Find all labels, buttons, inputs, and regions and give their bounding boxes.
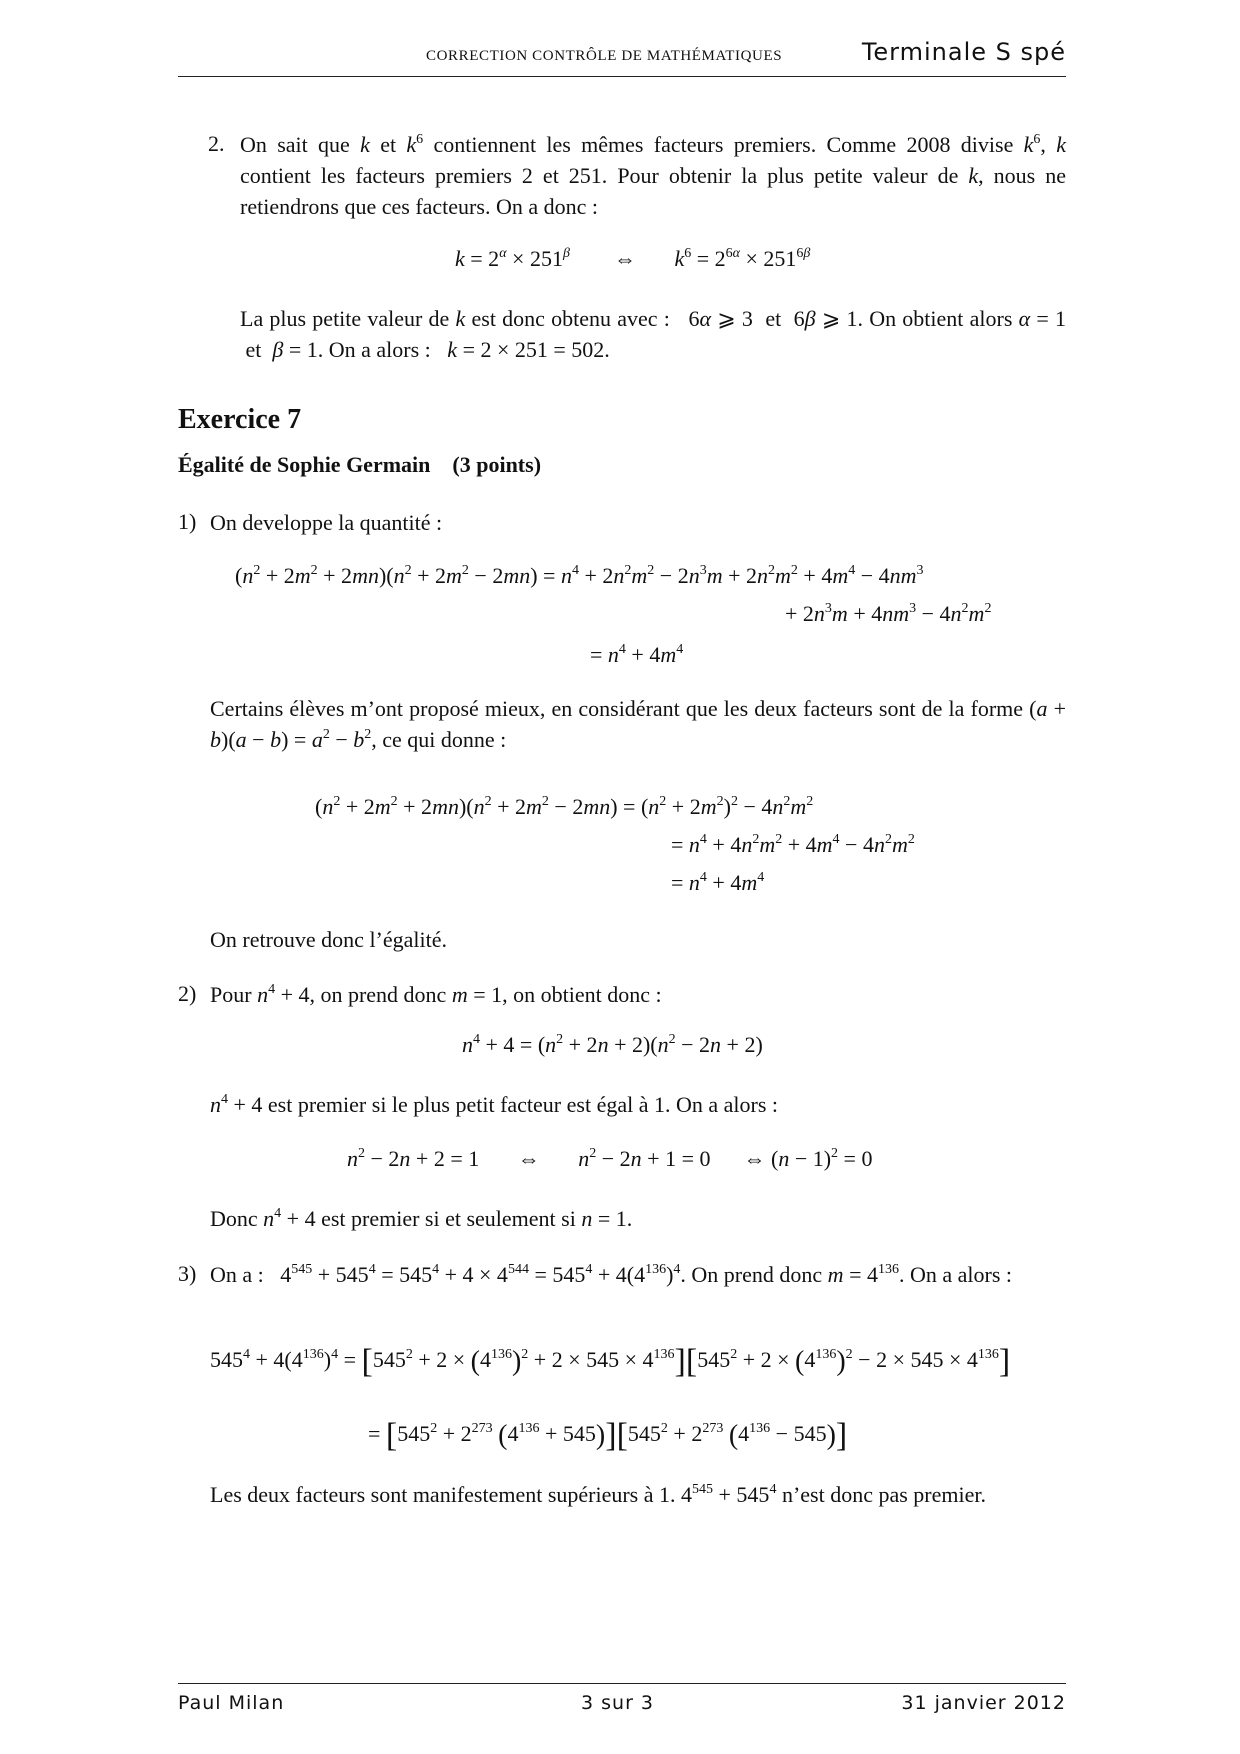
header-class: Terminale S spé (861, 38, 1066, 66)
paragraph: On developpe la quantité : (210, 510, 443, 535)
paragraph: Pour $n^4 + 4$, on prend donc m = 1, on obtient donc : (210, 982, 662, 1007)
exercise-title: Exercice 7 (178, 404, 302, 435)
paragraph: La plus petite valeur de k est donc obtenu avec : 6α ⩾ 3 et 6β ⩾ 1. On obtient alors α = 1 et β = 1. On a alors : k = 2 × 251 = 502. (240, 306, 1066, 362)
paragraph: Certains élèves m’ont proposé mieux, en considérant que les deux facteurs sont de la forme $(a + b)(a - b) = a^2 - b^2$, ce qui donne : (210, 696, 1066, 752)
footer-date: 31 janvier 2012 (901, 1692, 1066, 1714)
equation: $k = 2^\alpha \times 251^\beta$ ⇔ $k^6 = 2^{6\alpha} \times 251^{6\beta}$ (455, 246, 811, 271)
equation: = $n^4 + 4m^4$ (590, 642, 684, 667)
header-title: CORRECTION CONTRÔLE DE MATHÉMATIQUES (426, 48, 783, 64)
paragraph: $n^4 + 4$ est premier si le plus petit facteur est égal à 1. On a alors : (210, 1092, 779, 1117)
equation: $n^4 + 4 = (n^2 + 2n + 2)(n^2 - 2n + 2)$ (462, 1032, 763, 1057)
paragraph: On retrouve donc l’égalité. (210, 927, 448, 952)
paragraph: On sait que k et $k^6$ contiennent les mêmes facteurs premiers. Comme 2008 divise $k^6$, k contient les facteurs premiers 2 et 251. Pour obtenir la plus petite valeur de k, nous ne retiendrons que ces facteurs. On a donc : (240, 132, 1067, 219)
question-number: 3) (178, 1261, 197, 1286)
equation: = $n^4 + 4m^4$ (671, 870, 765, 895)
equation: = [$545^2 + 2^{273}$ $(4^{136} + 545)][545^2 + 2^{273}$ $(4^{136} - 545)$] (368, 1417, 848, 1454)
page-footer (178, 1683, 1066, 1714)
paragraph: On a : $4^{545} + 545^4 = 545^4 + 4 \times 4^{544} = 545^4 + 4(4^{136})^4$. On prend donc $m = 4^{136}$. On a alors : (210, 1262, 1013, 1287)
equation: $545^4 + 4(4^{136})^4 = [545^2 + 2 \times (4^{136})^2 + 2 \times 545 \times 4^{136}][545^2 + 2 \times (4^{136})^2 - 2 \times 545 \times 4^{136}]$ (210, 1343, 1011, 1380)
equation: $(n^2 + 2m^2 + 2mn)(n^2 + 2m^2 - 2mn) = n^4 + 2n^2m^2 - 2n^3m + 2n^2m^2 + 4m^4 - 4nm^3$ (235, 563, 924, 588)
footer-page: 3 sur 3 (581, 1692, 655, 1714)
page-header (178, 38, 1066, 77)
footer-author: Paul Milan (178, 1692, 285, 1714)
equation: = $n^4 + 4n^2m^2 + 4m^4 - 4n^2m^2$ (671, 832, 915, 857)
question-number: 1) (178, 509, 197, 534)
equation: $n^2 - 2n + 2 = 1$ ⇔ $n^2 - 2n + 1 = 0$ ⇔ $(n - 1)^2 = 0$ (347, 1146, 873, 1171)
question-number: 2) (178, 981, 197, 1006)
equation: + $2n^3m + 4nm^3 - 4n^2m^2$ (785, 601, 992, 626)
equation: $(n^2 + 2m^2 + 2mn)(n^2 + 2m^2 - 2mn) = (n^2 + 2m^2)^2 - 4n^2m^2$ (315, 794, 814, 819)
item-number: 2. (208, 131, 225, 156)
exercise-subtitle: Égalité de Sophie Germain (3 points) (178, 452, 542, 477)
paragraph: Donc $n^4 + 4$ est premier si et seulement si n = 1. (210, 1206, 633, 1231)
paragraph: Les deux facteurs sont manifestement supérieurs à 1. $4^{545} + 545^4$ n’est donc pas premier. (210, 1482, 986, 1507)
